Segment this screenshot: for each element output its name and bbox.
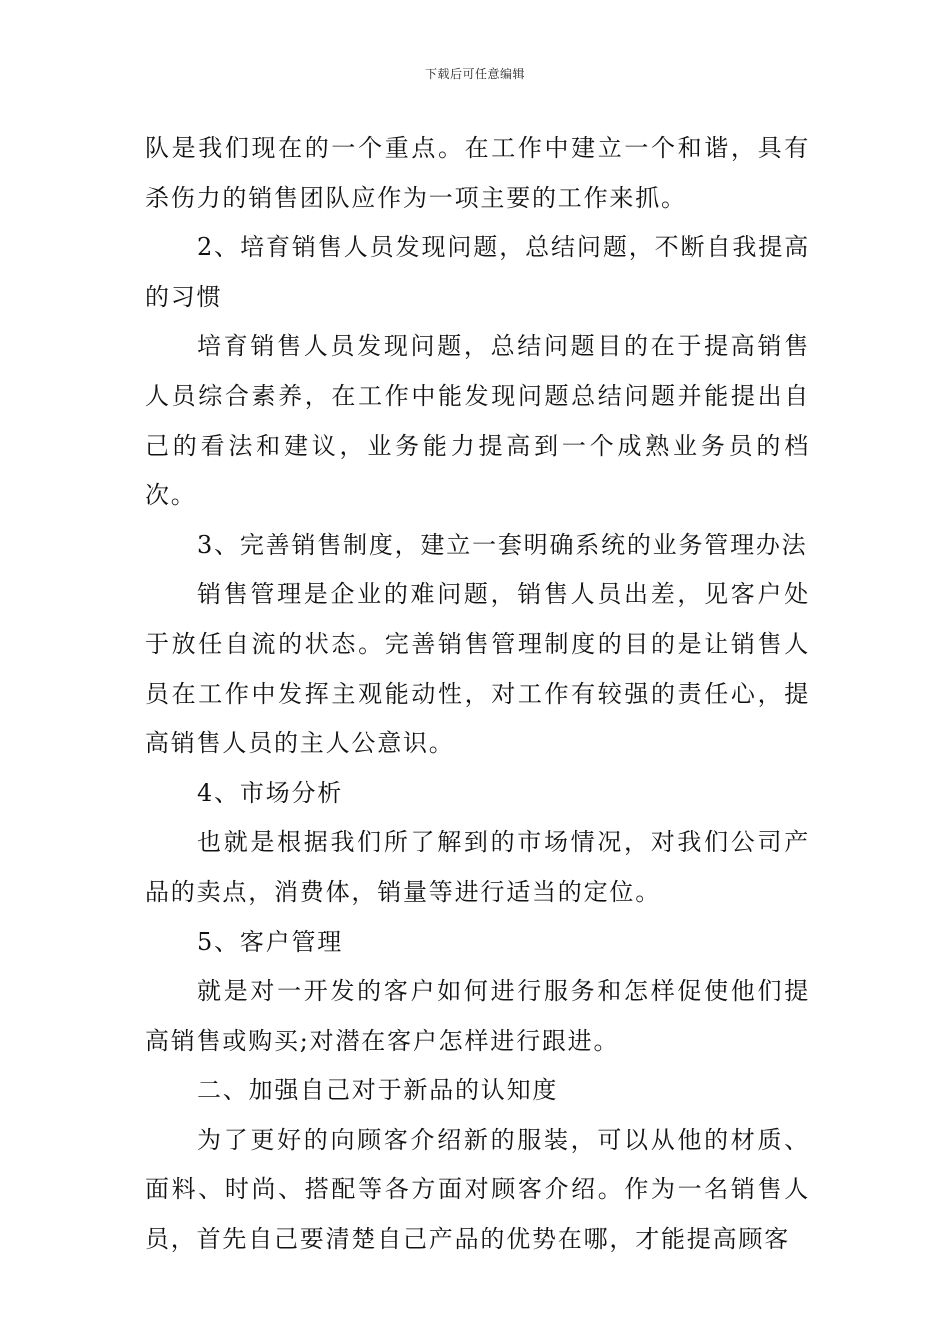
heading-item-3: 3、完善销售制度，建立一套明确系统的业务管理办法 (197, 530, 808, 559)
heading-section-2: 二、加强自己对于新品的认知度 (197, 1076, 559, 1105)
paragraph-item-2: 培育销售人员发现问题，总结问题目的在于提高销售人员综合素养，在工作中能发现问题总结问题并能提出自己的看法和建议，业务能力提高到一个成熟业务员的档次。 (145, 332, 810, 510)
document-body (145, 124, 810, 1265)
paragraph-team-intro: 队是我们现在的一个重点。在工作中建立一个和谐，具有杀伤力的销售团队应作为一项主要的工作来抓。 (145, 134, 810, 212)
paragraph-section-2: 为了更好的向顾客介绍新的服装，可以从他的材质、面料、时尚、搭配等各方面对顾客介绍。作为一名销售人员，首先自己要清楚自己产品的优势在哪，才能提高顾客 (145, 1125, 810, 1254)
paragraph-item-4: 也就是根据我们所了解到的市场情况，对我们公司产品的卖点，消费体，销量等进行适当的定位。 (145, 828, 810, 906)
heading-item-4: 4、市场分析 (197, 778, 344, 807)
page-header: 下载后可任意编辑 (424, 67, 525, 81)
paragraph-item-5: 就是对一开发的客户如何进行服务和怎样促使他们提高销售或购买;对潜在客户怎样进行跟进。 (145, 977, 810, 1055)
heading-item-2: 2、培育销售人员发现问题，总结问题，不断自我提高的习惯 (145, 233, 810, 311)
heading-item-5: 5、客户管理 (197, 927, 344, 956)
paragraph-item-3: 销售管理是企业的难问题，销售人员出差，见客户处于放任自流的状态。完善销售管理制度的目的是让销售人员在工作中发挥主观能动性，对工作有较强的责任心，提高销售人员的主人公意识。 (145, 580, 810, 758)
